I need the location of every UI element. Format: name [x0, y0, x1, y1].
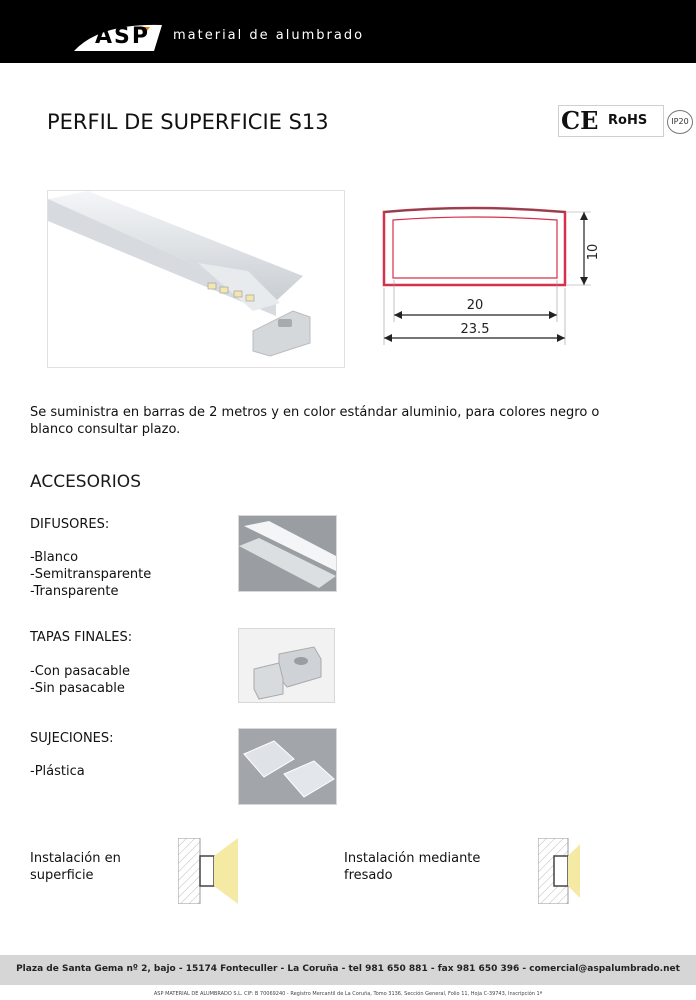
logo-text: ASP	[95, 24, 150, 49]
dimension-height: 10	[586, 243, 601, 261]
footer-address: Plaza de Santa Gema nº 2, bajo - 15174 Fonteculler - La Coruña - tel 981 650 881 - fax 981 650 396 - comercial@aspalumbrado.net	[16, 964, 680, 974]
footer-legal: ASP MATERIAL DE ALUMBRADO S.L. CIF: B 70069240 - Registro Mercantil de La Coruña, Tomo 3136, Sección General, Folio 11, Hoja C-39743, Inscripción 1ª	[153, 991, 543, 997]
diffuser-item: -Blanco	[30, 550, 79, 565]
product-description: Se suministra en barras de 2 metros y en color estándar aluminio, para colores negro o blanco consultar plazo.	[30, 405, 600, 437]
profile-section-diagram	[379, 200, 609, 350]
page-title: PERFIL DE SUPERFICIE S13	[47, 110, 329, 134]
dimension-inner-width: 20	[466, 298, 484, 313]
install-recessed-line1: Instalación mediante	[344, 851, 481, 866]
diffuser-photo	[238, 515, 337, 592]
recessed-install-diagram	[538, 838, 580, 904]
ip20-badge: IP20	[667, 110, 693, 134]
clip-photo	[238, 728, 337, 805]
end-cap-item: -Sin pasacable	[30, 681, 125, 696]
profile-outline	[384, 208, 565, 285]
ce-mark: CE	[561, 106, 599, 135]
accessories-title: ACCESORIOS	[30, 472, 141, 492]
surface-install-diagram	[178, 838, 238, 904]
diffusers-heading: DIFUSORES:	[30, 517, 110, 532]
end-caps-heading: TAPAS FINALES:	[30, 630, 133, 645]
clip-item: -Plástica	[30, 764, 85, 779]
end-cap-photo	[238, 628, 335, 703]
dimension-outer-width: 23.5	[460, 322, 490, 337]
header-tagline: material de alumbrado	[173, 28, 365, 43]
end-cap-item: -Con pasacable	[30, 664, 131, 679]
product-photo	[47, 190, 345, 368]
diffuser-item: -Semitransparente	[30, 567, 152, 582]
rohs-mark: RoHS	[608, 113, 648, 128]
install-surface-line1: Instalación en	[30, 851, 121, 866]
install-surface-line2: superficie	[30, 868, 94, 883]
clips-heading: SUJECIONES:	[30, 731, 114, 746]
diffuser-item: -Transparente	[30, 584, 119, 599]
install-recessed-line2: fresado	[344, 868, 393, 883]
